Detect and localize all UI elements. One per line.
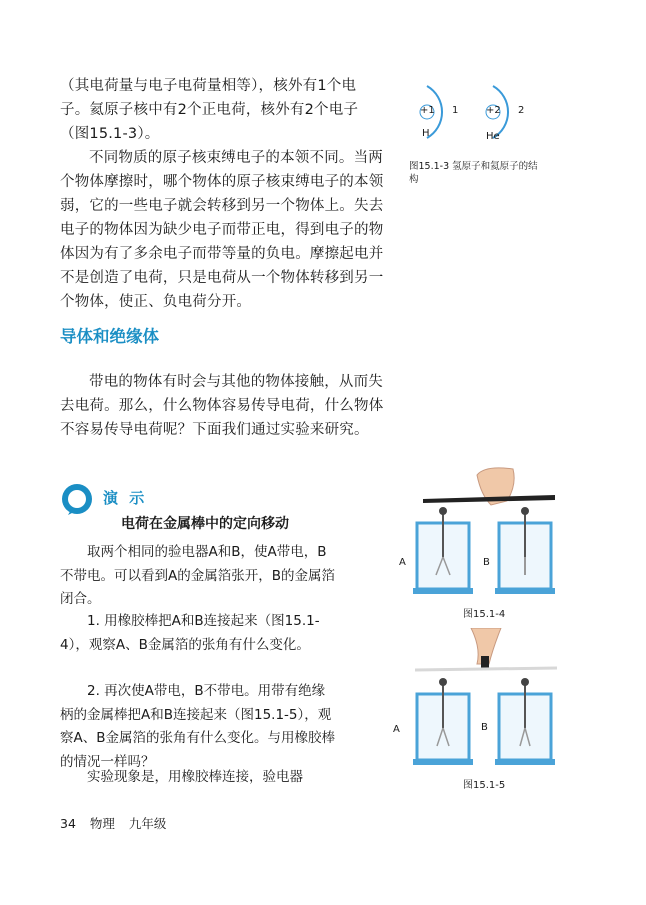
demo-title: 电荷在金属棒中的定向移动 xyxy=(121,516,289,532)
demo-icon xyxy=(60,482,94,516)
footer-subject: 物理 xyxy=(89,816,115,831)
atom-figure-caption xyxy=(409,160,539,186)
atom-diagram xyxy=(405,82,545,152)
hydrogen-nucleus-charge: +1 xyxy=(420,105,435,116)
figure-15-1-5 xyxy=(395,628,575,793)
figure-15-1-4 xyxy=(395,465,575,620)
metal-rod xyxy=(415,668,557,670)
page-footer xyxy=(60,814,176,832)
electroscope-b-knob xyxy=(521,507,529,515)
helium-electron-count: 2 xyxy=(518,105,525,116)
demo-step-intro: 取两个相同的验电器A和B，使A带电，B不带电。可以看到A的金属箔张开，B的金属箔闭合。 xyxy=(60,544,335,607)
figure-4-label-b: B xyxy=(483,557,490,568)
demo-step-2: 2. 再次使A带电，B不带电。用带有绝缘柄的金属棒把A和B连接起来（图15.1-5），观察A、B金属箔的张角有什么变化。与用橡胶棒的情况一样吗？ xyxy=(60,683,335,770)
figure-4-caption: 图15.1-4 xyxy=(463,609,506,620)
figure-4-label-a: A xyxy=(399,557,406,568)
section-heading: 导体和绝缘体 xyxy=(60,327,159,346)
atom-figure-number: 图15.1-3 xyxy=(409,161,450,172)
atom-structure-figure xyxy=(405,82,545,152)
paragraph-conduction-intro: 带电的物体有时会与其他的物体接触，从而失去电荷。那么，什么物体容易传导电荷，什么物体不容易传导电荷呢？下面我们通过实验来研究。 xyxy=(60,374,384,438)
demo-label: 演 示 xyxy=(103,489,148,507)
figure-5-label-b: B xyxy=(481,722,488,733)
electroscope-b-base xyxy=(495,588,555,594)
electroscope-a-base xyxy=(413,759,473,765)
electroscope-b-base xyxy=(495,759,555,765)
electroscope-a-base xyxy=(413,588,473,594)
demo-step-1: 1. 用橡胶棒把A和B连接起来（图15.1-4），观察A、B金属箔的张角有什么变化。 xyxy=(60,613,320,653)
footer-grade: 九年级 xyxy=(128,816,167,831)
helium-symbol: He xyxy=(486,131,500,142)
figure-5-label-a: A xyxy=(393,724,400,735)
paragraph-friction-charge: 不同物质的原子核束缚电子的本领不同。当两个物体摩擦时，哪个物体的原子核束缚电子的本领弱，它的一些电子就会转移到另一个物体上。失去电子的物体因为缺少电子而带正电，得到电子的物体因为有了多余电子而带等量的负电。摩擦起电并不是创造了电荷，只是电荷从一个物体转移到另一个物体，使正、负电荷分开。 xyxy=(60,150,384,310)
electroscope-a-knob xyxy=(439,678,447,686)
demo-result: 实验现象是，用橡胶棒连接，验电器 xyxy=(87,769,303,785)
hydrogen-symbol: H xyxy=(422,128,430,139)
figure-5-caption: 图15.1-5 xyxy=(463,780,506,791)
helium-nucleus-charge: +2 xyxy=(486,105,501,116)
atom-figure-text: 氢原子和氦原子的结构 xyxy=(409,161,538,185)
electroscope-a-knob xyxy=(439,507,447,515)
page-number: 34 xyxy=(60,816,76,831)
paragraph-atom-structure: （其电荷量与电子电荷量相等），核外有1个电子。氦原子核中有2个正电荷，核外有2个电子（图15.1-3）。 xyxy=(60,78,359,142)
hydrogen-electron-count: 1 xyxy=(452,105,459,116)
electroscope-b-knob xyxy=(521,678,529,686)
